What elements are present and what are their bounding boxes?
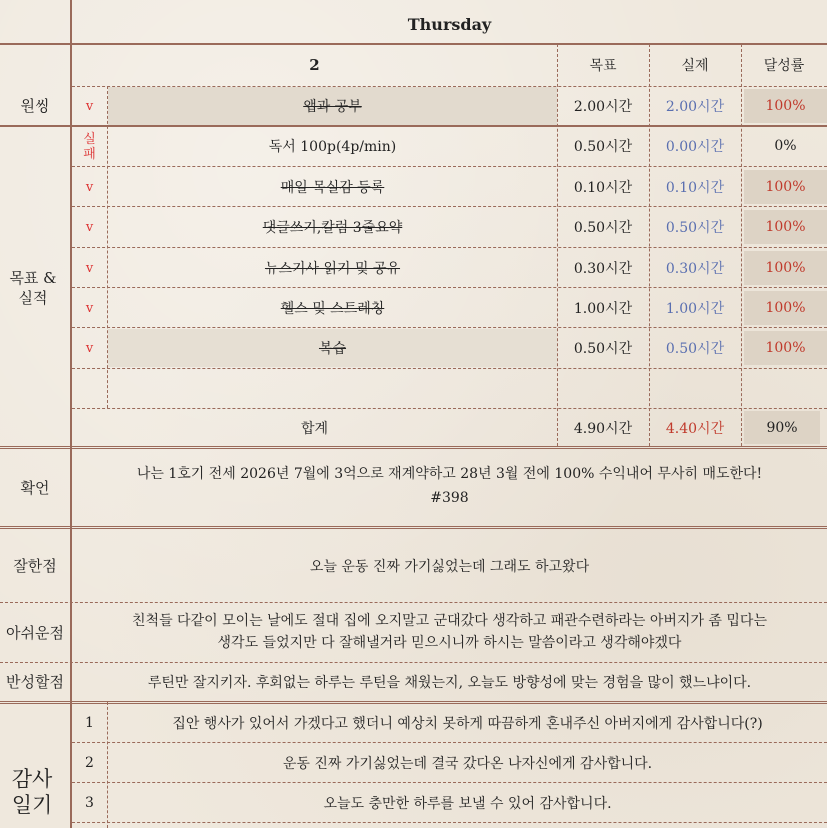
- regret-text-line2: 생각도 들었지만 다 잘해낼거라 믿으시니까 하시는 말씀이라고 생각해야겠다: [217, 635, 682, 651]
- good-points-text: 오늘 운동 진짜 가기싫었는데 그래도 하고왔다: [309, 558, 590, 575]
- affirmation-text: 나는 1호기 전세 2026년 7월에 3억으로 재계약하고 28년 3월 전에 100% 수익내어 무사히 매도한다!: [136, 466, 763, 482]
- task-label: 댓글쓰기,칼럼 3줄요약: [262, 220, 403, 236]
- actual-hours: 0.50시간: [665, 341, 725, 357]
- goal-hours: 1.00시간: [573, 301, 633, 317]
- row-status-mark: v: [85, 300, 94, 316]
- table-header-goal: 목표: [589, 58, 617, 74]
- table-header-number: 2: [309, 56, 320, 74]
- task-label: 헬스 및 스트레칭: [280, 301, 385, 317]
- reflect-text: 루틴만 잘지키자. 후회없는 하루는 루틴을 채웠는지, 오늘도 방향성에 맞는 경험을 많이 했느냐이다.: [147, 675, 752, 691]
- achievement-rate: 100%: [744, 210, 827, 244]
- table-header-actual: 실제: [681, 58, 709, 74]
- reflect-label: 반성할점: [6, 673, 64, 691]
- task-label: 매일 목실감 등록: [280, 180, 385, 196]
- gratitude-label: 감사일기: [11, 766, 53, 817]
- section-label-goals: 목표 & 실적: [9, 268, 57, 307]
- gratitude-number: 1: [85, 714, 94, 731]
- achievement-rate: 100%: [744, 251, 827, 285]
- achievement-rate: 100%: [744, 89, 827, 123]
- total-label: 합계: [300, 420, 329, 437]
- actual-hours: 0.10시간: [665, 180, 725, 196]
- gratitude-number: 3: [85, 794, 94, 811]
- row-status-mark: v: [85, 260, 94, 276]
- achievement-rate: 0%: [774, 138, 797, 154]
- affirmation-label: 확언: [20, 478, 50, 497]
- actual-hours: 2.00시간: [665, 99, 725, 115]
- regret-text-line1: 친척들 다같이 모이는 날에도 절대 집에 오지말고 군대갔다 생각하고 패관수련하라는 아버지가 좀 밉다는: [132, 613, 767, 629]
- row-status-mark: v: [85, 179, 94, 195]
- achievement-rate: 100%: [744, 331, 827, 365]
- goal-hours: 2.00시간: [573, 99, 633, 115]
- actual-hours: 0.30시간: [665, 261, 725, 277]
- regret-label: 아쉬운점: [6, 623, 64, 642]
- section-label-wonsing: 원씽: [20, 97, 50, 115]
- total-achievement-rate: 90%: [744, 411, 820, 444]
- gratitude-text: 오늘도 충만한 하루를 보낼 수 있어 감사합니다.: [323, 795, 612, 812]
- good-points-label: 잘한점: [13, 556, 57, 575]
- row-status-mark: v: [85, 98, 94, 114]
- table-header-rate: 달성률: [763, 58, 805, 74]
- row-fail-mark: 실패: [83, 132, 96, 162]
- actual-hours: 1.00시간: [665, 301, 725, 317]
- task-label: 뉴스기사 읽기 및 공유: [264, 261, 401, 277]
- achievement-rate: 100%: [744, 170, 827, 204]
- total-goal-hours: 4.90시간: [573, 420, 633, 437]
- task-label: 앱과 공부: [303, 99, 362, 115]
- affirmation-count: #398: [430, 490, 469, 506]
- actual-hours: 0.50시간: [665, 220, 725, 236]
- achievement-rate: 100%: [744, 291, 827, 325]
- goal-hours: 0.50시간: [573, 341, 633, 357]
- gratitude-text: 집안 행사가 있어서 가겠다고 했더니 예상치 못하게 따끔하게 혼내주신 아버지에게 감사합니다(?): [172, 715, 763, 732]
- goal-hours: 0.10시간: [573, 180, 633, 196]
- gratitude-text: 운동 진짜 가기싫었는데 결국 갔다온 나자신에게 감사합니다.: [282, 755, 653, 772]
- row-status-mark: v: [85, 340, 94, 356]
- task-label: 독서 100p(4p/min): [268, 139, 397, 155]
- goal-hours: 0.30시간: [573, 261, 633, 277]
- row-status-mark: v: [85, 219, 94, 235]
- actual-hours: 0.00시간: [665, 139, 725, 155]
- goal-hours: 0.50시간: [573, 220, 633, 236]
- gratitude-number: 2: [85, 754, 94, 771]
- day-title: Thursday: [407, 14, 492, 34]
- goal-hours: 0.50시간: [573, 139, 633, 155]
- task-label: 복습: [318, 341, 347, 357]
- total-actual-hours: 4.40시간: [665, 420, 725, 437]
